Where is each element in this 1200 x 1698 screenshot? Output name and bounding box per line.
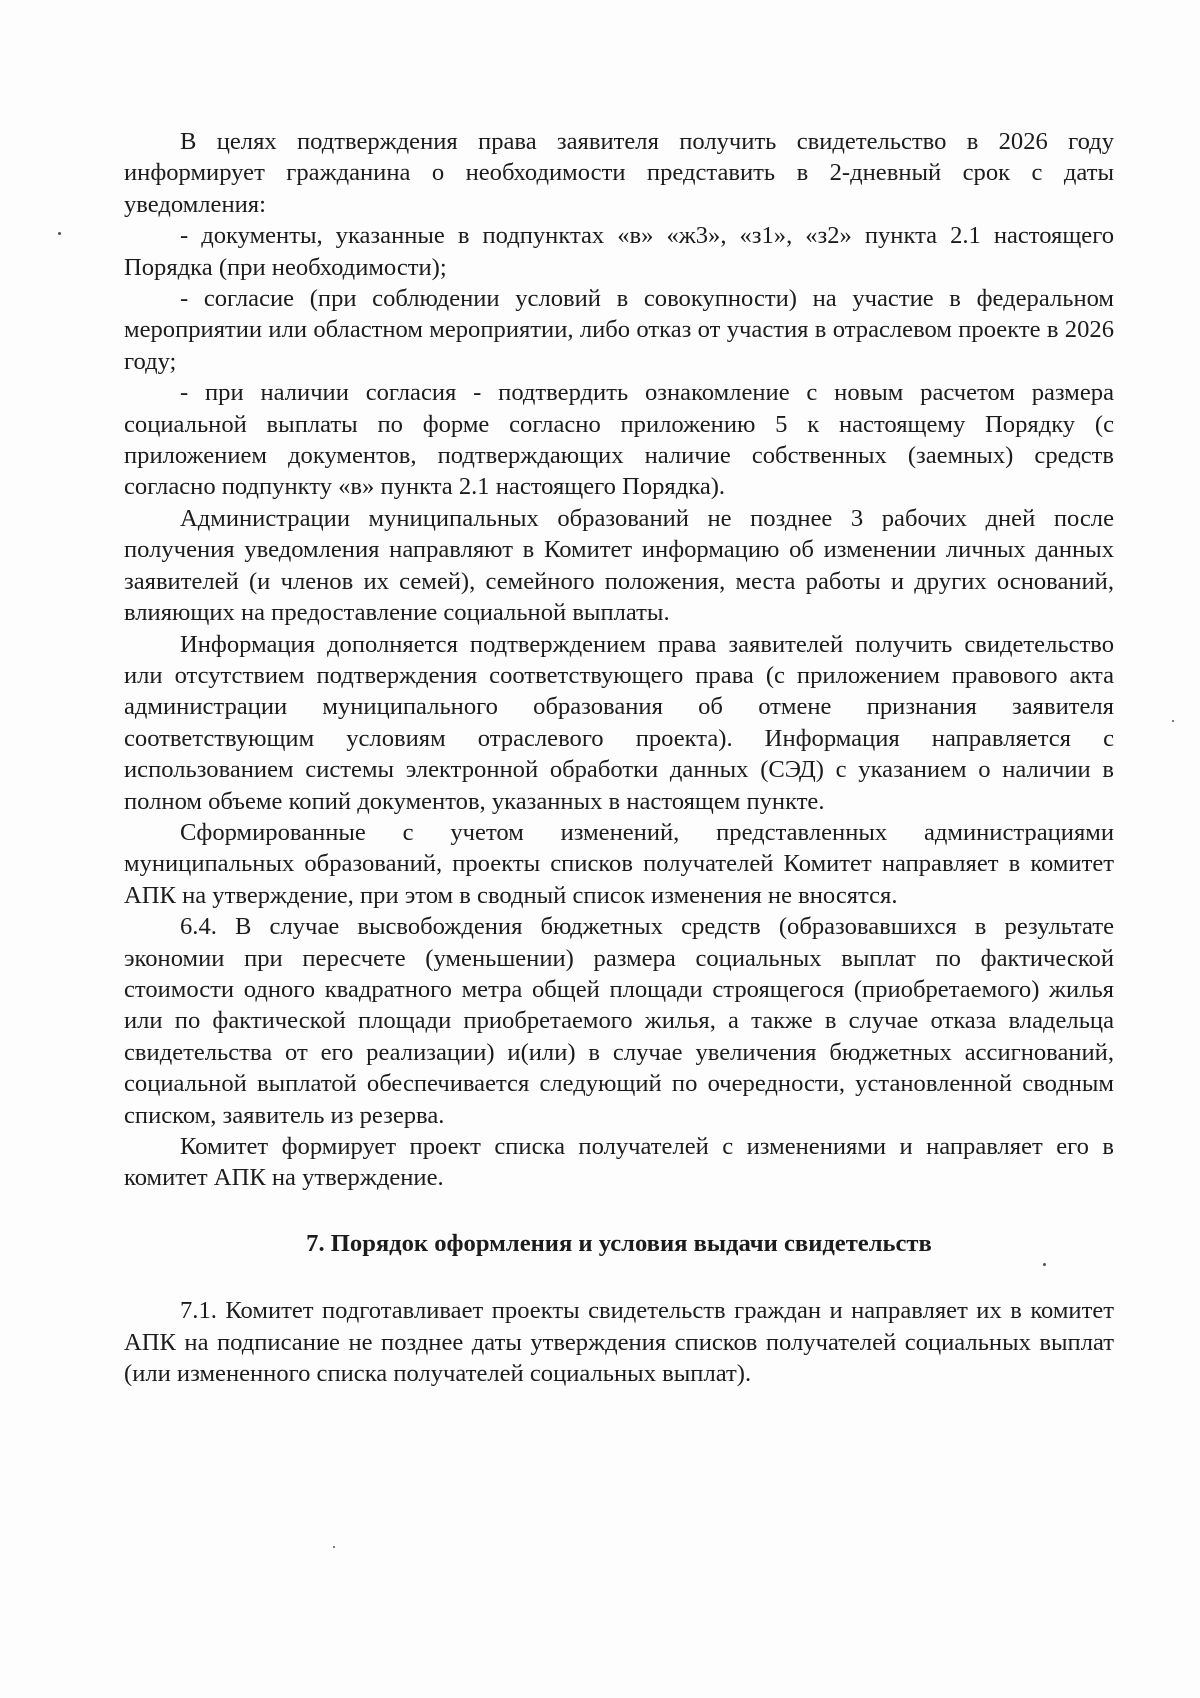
scan-speck	[58, 232, 61, 235]
paragraph: Комитет формирует проект списка получателей с изменениями и направляет его в комитет АПК на утверждение.	[124, 1133, 1114, 1192]
list-item: - документы, указанные в подпунктах «в» «ж3», «з1», «з2» пункта 2.1 настоящего Порядка (при необходимости);	[124, 222, 1114, 281]
scan-speck	[333, 1546, 335, 1548]
clause-6-4: 6.4. В случае высвобождения бюджетных средств (образовавшихся в результате экономии при пересчете (уменьшении) размера социальных выплат по фактической стоимости одного квадратного метра общей площади строящегося (приобретаемого) жилья или по фактической площади приобретаемого жилья, а также в случае отказа владельца свидетельства от его реализации) и(или) в случае увеличения бюджетных ассигнований, социальной выплатой обеспечивается следующий по очередности, установленной сводным списком, заявитель из резерва.	[124, 913, 1114, 1129]
document-body	[124, 126, 1114, 1389]
section-heading: 7. Порядок оформления и условия выдачи свидетельств	[306, 1229, 932, 1257]
list-item: - согласие (при соблюдении условий в совокупности) на участие в федеральном мероприятии или областном мероприятии, либо отказ от участия в отраслевом проекте в 2026 году;	[124, 285, 1114, 375]
list-item: - при наличии согласия - подтвердить ознакомление с новым расчетом размера социальной выплаты по форме согласно приложению 5 к настоящему Порядку (с приложением документов, подтверждающих наличие собственных (заемных) средств согласно подпункту «в» пункта 2.1 настоящего Порядка).	[124, 379, 1114, 501]
paragraph: В целях подтверждения права заявителя получить свидетельство в 2026 году информирует гражданина о необходимости представить в 2-дневный срок с даты уведомления:	[124, 128, 1114, 218]
paragraph: Информация дополняется подтверждением права заявителей получить свидетельство или отсутствием подтверждения соответствующего права (с приложением правового акта администрации муниципального образования об отмене признания заявителя соответствующим условиям отраслевого проекта). Информация направляется с использованием системы электронной обработки данных (СЭД) с указанием о наличии в полном объеме копий документов, указанных в настоящем пункте.	[124, 630, 1114, 815]
paragraph: Сформированные с учетом изменений, представленных администрациями муниципальных образований, проекты списков получателей Комитет направляет в комитет АПК на утверждение, при этом в сводный список изменения не вносятся.	[124, 818, 1114, 909]
clause-7-1: 7.1. Комитет подготавливает проекты свидетельств граждан и направляет их в комитет АПК на подписание не позднее даты утверждения списков получателей социальных выплат (или измененного списка получателей социальных выплат).	[124, 1297, 1114, 1388]
scan-speck	[1172, 720, 1174, 722]
paragraph: Администрации муниципальных образований не позднее 3 рабочих дней после получения уведомления направляют в Комитет информацию об изменении личных данных заявителей (и членов их семей), семейного положения, места работы и других оснований, влияющих на предоставление социальной выплаты.	[124, 504, 1114, 627]
